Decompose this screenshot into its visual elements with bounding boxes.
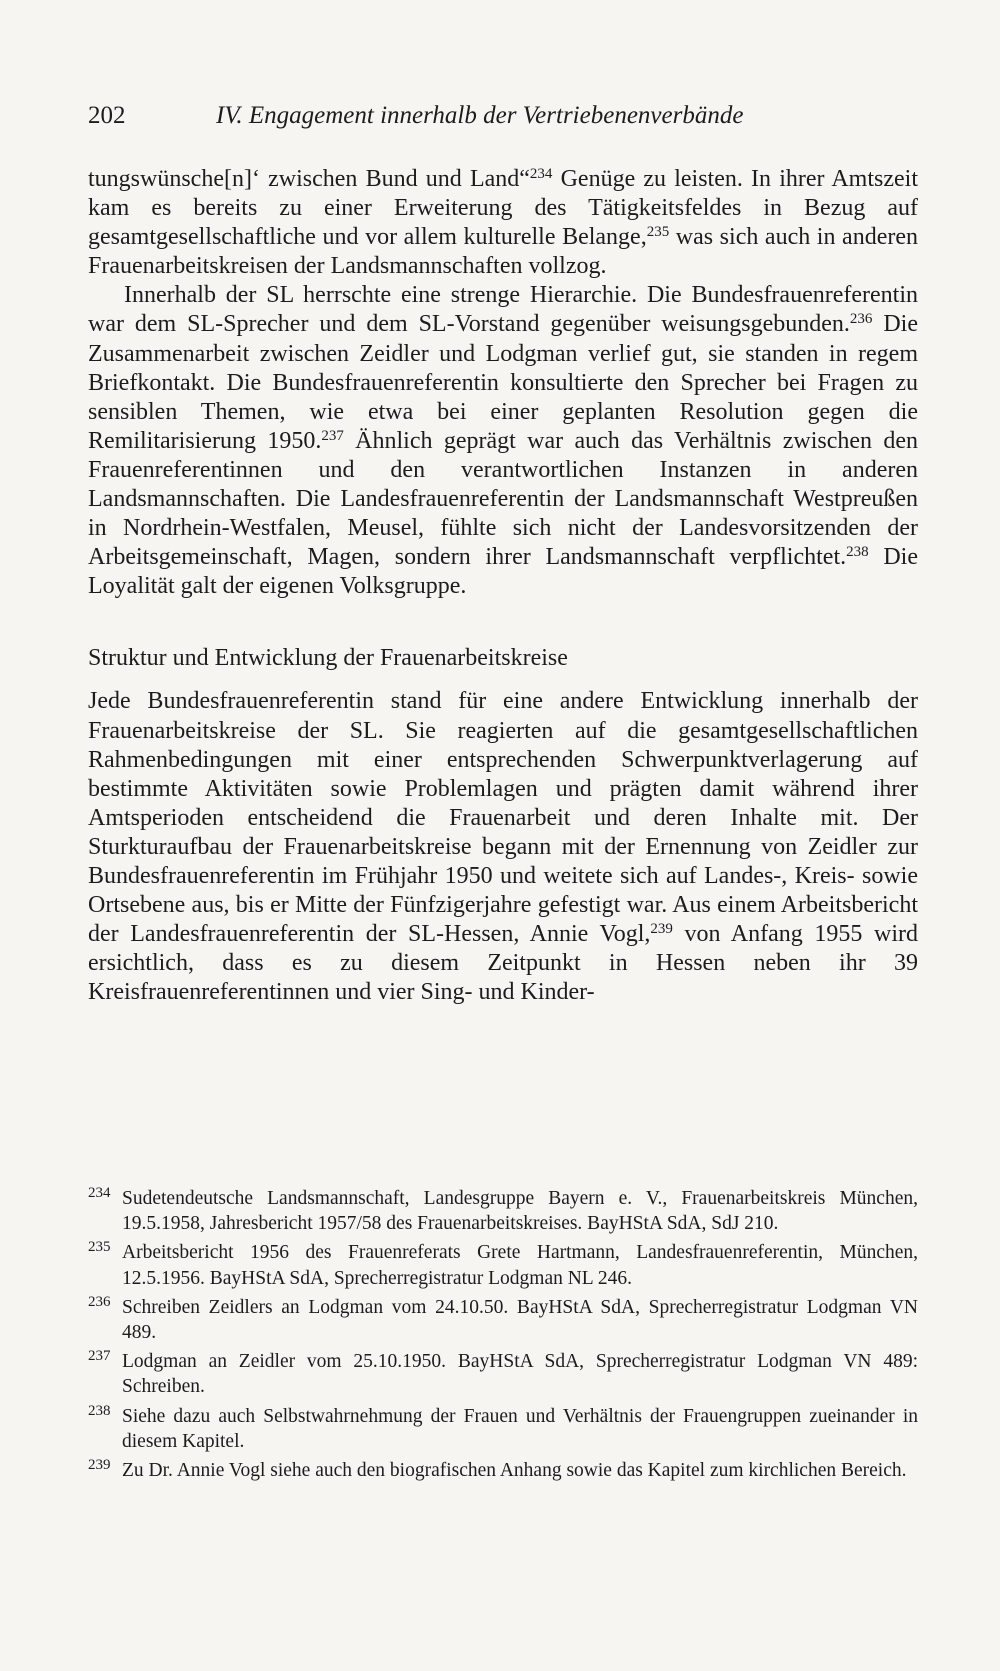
footnote-ref-236[interactable]: 236	[849, 311, 873, 328]
footnote-ref-234[interactable]: 234	[529, 166, 553, 182]
footnote-text: Zu Dr. Annie Vogl siehe auch den biografischen Anhang sowie das Kapitel zum kirchlichen Bereich.	[122, 1460, 907, 1482]
footnote-text: Arbeitsbericht 1956 des Frauenreferats Grete Hartmann, Landesfrauenreferentin, München, 12.5.1956. BayHStA SdA, Sprecherregistratur Lodgman NL 246.	[122, 1242, 918, 1289]
footnote-number: 235	[88, 1239, 111, 1256]
paragraph-2: Innerhalb der SL herrschte eine strenge Hierarchie. Die Bundesfrauenreferentin war dem SL-Sprecher und dem SL-Vorstand gegenüber weisungsgebunden.$^{236}$ Die Zusammenarbeit zwischen Zeidler und Lodgman verlief gut, sie standen in regem Briefkontakt. Die Bundesfrauenreferentin konsultierte den Sprecher bei Fragen zu sensiblen Themen, wie etwa bei einer geplanten Resolution gegen die Remilitarisierung 1950.$^{237}$ Ähnlich geprägt war auch das Verhältnis zwischen den Frauenreferentinnen und den verantwortlichen Instanzen in anderen Landsmannschaften. Die Landesfrauenreferentin der Landsmannschaft Westpreußen in Nordrhein-Westfalen, Meusel, fühlte sich nicht der Landesvorsitzenden der Arbeitsgemeinschaft, Magen, sondern ihrer Landsmannschaft verpflichtet.$^{238}$ Die Loyalität galt der eigenen Volksgruppe.	[88, 282, 919, 600]
footnote-number: 238	[88, 1402, 111, 1419]
footnote-number: 236	[88, 1293, 111, 1310]
footnote-number: 239	[88, 1457, 111, 1474]
footnote-text: Schreiben Zeidlers an Lodgman vom 24.10.50. BayHStA SdA, Sprecherregistratur Lodgman VN 489.	[122, 1296, 918, 1344]
page-header	[88, 100, 918, 132]
footnote-number: 234	[88, 1185, 111, 1201]
footnote-238	[88, 1404, 918, 1454]
page-number: 202	[88, 102, 126, 129]
paragraph-3: Jede Bundesfrauenreferentin stand für eine andere Entwicklung innerhalb der Frauenarbeitskreise der SL. Sie reagierten auf die gesamtgesellschaftlichen Rahmenbedingungen mit einer entsprechenden Schwerpunktverlagerung auf bestimmte Aktivitäten sowie Problemlagen und prägten damit während ihrer Amtsperioden entscheidend die Frauenarbeit und deren Inhalte mit. Der Sturkturaufbau der Frauenarbeitskreise begann mit der Ernennung von Zeidler zur Bundesfrauenreferentin im Frühjahr 1950 und weitete sich auf Landes-, Kreis- sowie Ortsebene aus, bis er Mitte der Fünfzigerjahre gefestigt war. Aus einem Arbeitsbericht der Landesfrauenreferentin der SL-Hessen, Annie Vogl,$^{239}$ von Anfang 1955 wird ersichtlich, dass es zu diesem Zeitpunkt in Hessen neben ihr 39 Kreisfrauenreferentinnen und vier Sing- und Kinder-	[88, 688, 918, 1006]
footnote-235	[88, 1240, 918, 1290]
footnote-text: Lodgman an Zeidler vom 25.10.1950. BayHStA SdA, Sprecherregistratur Lodgman VN 489: Schreiben.	[122, 1351, 918, 1398]
footnote-234	[88, 1186, 918, 1236]
footnote-ref-235[interactable]: 235	[646, 224, 670, 241]
footnote-237	[88, 1349, 918, 1399]
footnote-236	[88, 1295, 918, 1345]
footnotes	[88, 1186, 918, 1487]
footnote-ref-239[interactable]: 239	[650, 921, 673, 938]
body-text	[88, 165, 918, 1007]
footnote-text: Sudetendeutsche Landsmannschaft, Landesgruppe Bayern e. V., Frauenarbeitskreis München, 19.5.1958, Jahresbericht 1957/58 des Frauenarbeitskreises. BayHStA SdA, SdJ 210.	[122, 1188, 918, 1235]
paragraph-1: tungswünsche[n]‘ zwischen Bund und Land“$^{234}$ Genüge zu leisten. In ihrer Amtszeit kam es bereits zu einer Erweiterung des Tätigkeitsfeldes in Bezug auf gesamtgesellschaftliche und vor allem kulturelle Belange,$^{235}$ was sich auch in anderen Frauenarbeitskreisen der Landsmannschaften vollzog.	[88, 166, 919, 280]
footnote-ref-238[interactable]: 238	[846, 544, 869, 561]
section-heading: Struktur und Entwicklung der Frauenarbeitskreise	[88, 645, 568, 672]
running-head: IV. Engagement innerhalb der Vertriebenenverbände	[216, 102, 744, 129]
footnote-ref-237[interactable]: 237	[321, 427, 344, 444]
footnote-number: 237	[88, 1348, 111, 1365]
footnote-text: Siehe dazu auch Selbstwahrnehmung der Frauen und Verhältnis der Frauengruppen zueinander in diesem Kapitel.	[122, 1405, 918, 1452]
footnote-239	[88, 1458, 918, 1483]
